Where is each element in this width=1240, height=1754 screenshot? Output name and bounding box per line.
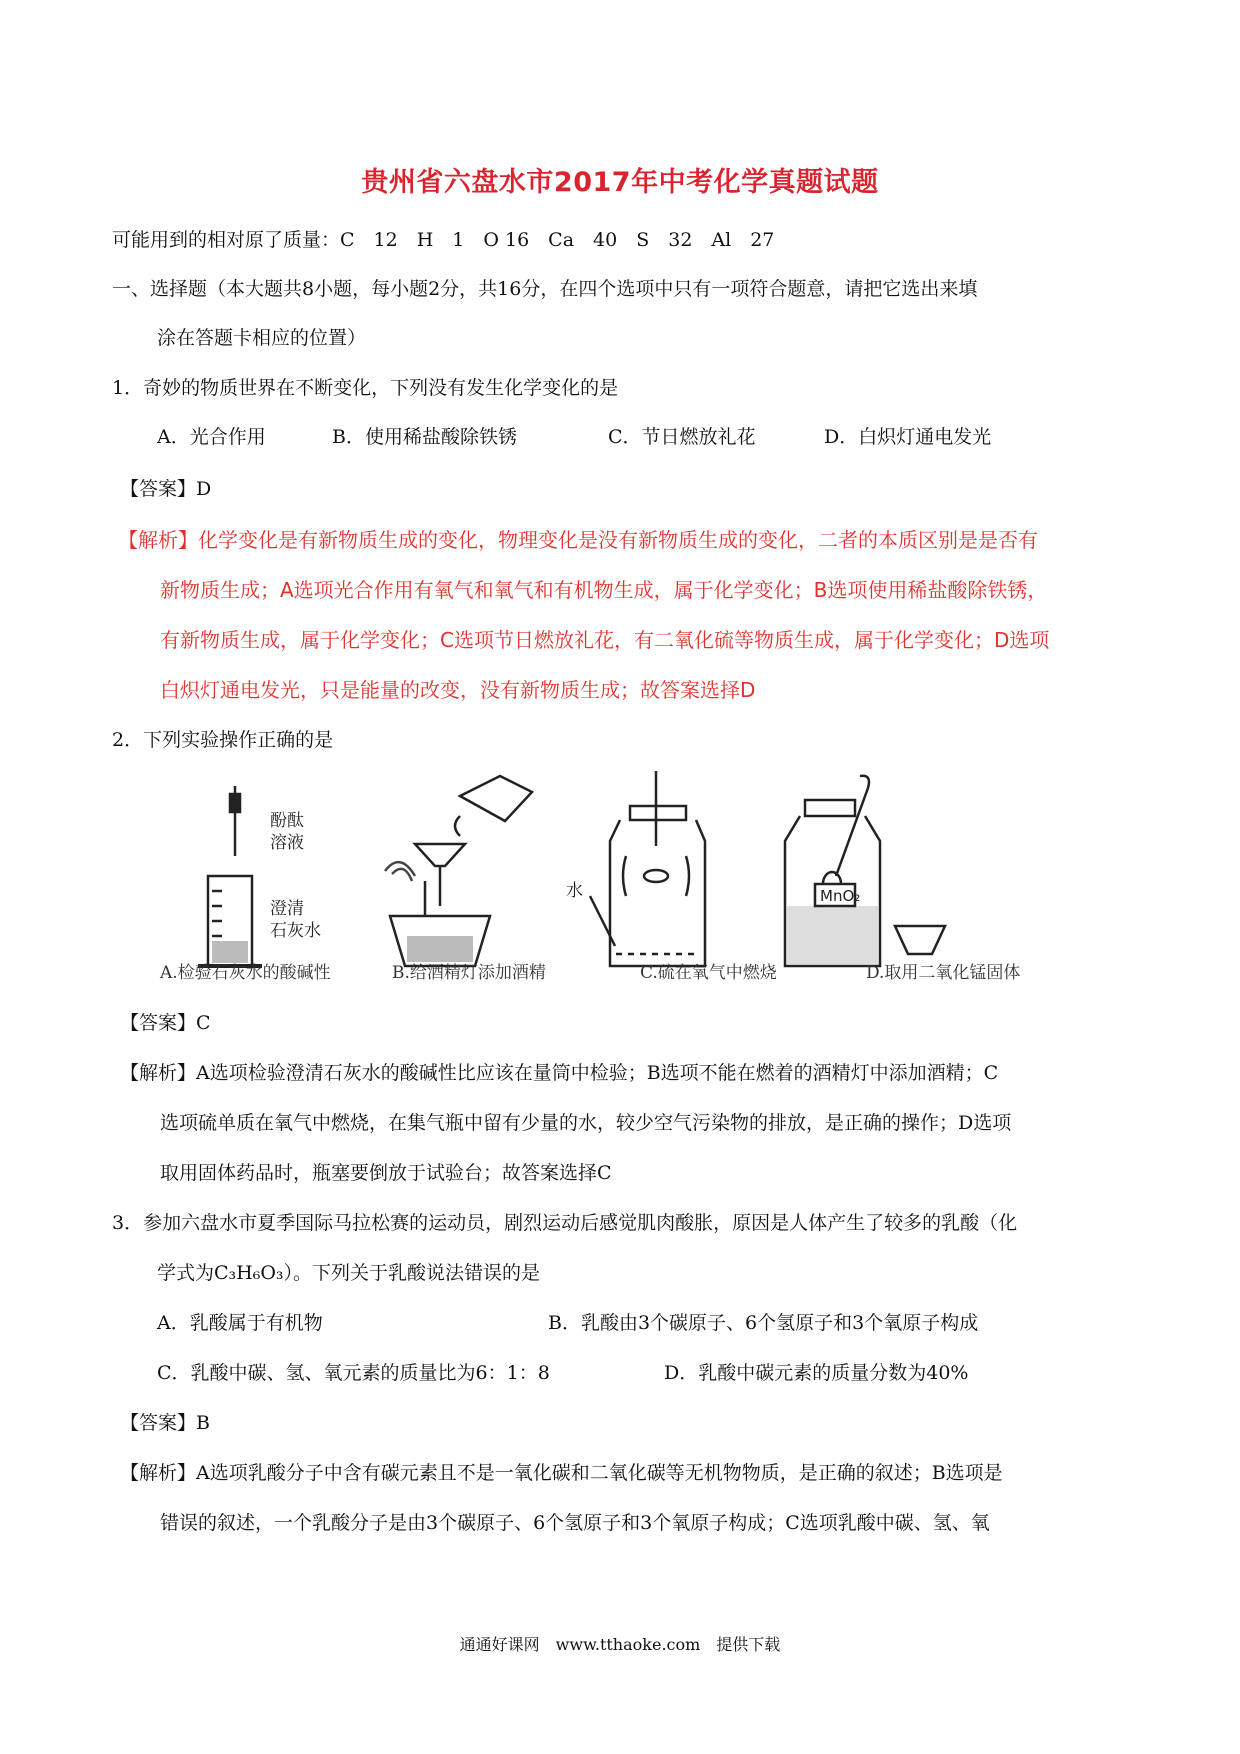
q1-analysis-line3: 有新物质生成，属于化学变化；C选项节日燃放礼花，有二氧化硫等物质生成，属于化学变化；D选项 <box>160 628 1050 652</box>
q3-stem-line1: 3．参加六盘水市夏季国际马拉松赛的运动员，剧烈运动后感觉肌肉酸胀，原因是人体产生了较多的乳酸（化 <box>112 1212 1018 1234</box>
q2-stem: 2．下列实验操作正确的是 <box>112 729 334 751</box>
q1-analysis-line2: 新物质生成；A选项光合作用有氧气和氧气和有机物生成，属于化学变化；B选项使用稀盐酸除铁锈， <box>160 578 1048 602</box>
page-footer: 通通好课网 www.tthaoke.com 提供下载 <box>459 1635 781 1654</box>
q3-analysis-line2: 错误的叙述，一个乳酸分子是由3个碳原子、6个氢原子和3个氧原子构成；C选项乳酸中碳、氢、氧 <box>160 1512 990 1534</box>
q3-analysis-line1: 【解析】A选项乳酸分子中含有碳元素且不是一氧化碳和二氧化碳等无机物物质，是正确的叙述；B选项是 <box>120 1462 1003 1484</box>
q1-analysis-line1 <box>118 527 1038 553</box>
figure-d-reagent-bottle <box>785 776 945 966</box>
figure-caption-b: B.给酒精灯添加酒精 <box>392 963 546 983</box>
q1-option-d: D．白炽灯通电发光 <box>824 426 992 448</box>
figure-a-label3: 澄清 <box>270 899 304 919</box>
q3-option-d: D．乳酸中碳元素的质量分数为40% <box>664 1362 969 1384</box>
q3-stem-line2: 学式为C₃H₆O₃）。下列关于乳酸说法错误的是 <box>157 1262 541 1284</box>
q3-answer: 【答案】B <box>120 1412 210 1434</box>
q1-analysis-label: 【解析】 <box>118 528 198 552</box>
figure-b-alcohol-lamp <box>385 776 532 966</box>
figure-d-label-mno2: MnO₂ <box>820 887 861 905</box>
q1-option-a: A．光合作用 <box>157 426 266 448</box>
q2-analysis-line1: 【解析】A选项检验澄清石灰水的酸碱性比应该在量筒中检验；B选项不能在燃着的酒精灯中添加酒精；C <box>120 1062 999 1084</box>
q1-stem: 1．奇妙的物质世界在不断变化，下列没有发生化学变化的是 <box>112 377 619 399</box>
figure-a-cylinder <box>198 786 262 966</box>
figure-a-label1: 酚酞 <box>270 811 304 831</box>
q2-answer: 【答案】C <box>120 1012 211 1034</box>
figure-c-gas-jar <box>590 771 705 966</box>
section-heading-cont: 涂在答题卡相应的位置） <box>157 327 367 349</box>
figure-caption-a: A.检验石灰水的酸碱性 <box>160 963 331 983</box>
page-title: 贵州省六盘水市2017年中考化学真题试题 <box>361 167 879 198</box>
q1-analysis-line4: 白炽灯通电发光，只是能量的改变，没有新物质生成；故答案选择D <box>160 678 756 702</box>
q2-analysis-line3: 取用固体药品时，瓶塞要倒放于试验台；故答案选择C <box>160 1162 612 1184</box>
q1-option-b: B．使用稀盐酸除铁锈 <box>332 426 517 448</box>
figure-caption-d: D.取用二氧化锰固体 <box>866 963 1021 983</box>
q3-option-c: C．乳酸中碳、氢、氧元素的质量比为6：1：8 <box>157 1362 550 1384</box>
q2-analysis-line2: 选项硫单质在氧气中燃烧，在集气瓶中留有少量的水，较少空气污染物的排放，是正确的操作；D选项 <box>160 1112 1012 1134</box>
q3-option-a: A．乳酸属于有机物 <box>157 1312 323 1334</box>
q1-answer: 【答案】D <box>120 478 212 500</box>
q3-option-b: B．乳酸由3个碳原子、6个氢原子和3个氧原子构成 <box>548 1312 979 1334</box>
figure-c-label-water: 水 <box>566 881 583 901</box>
q1-analysis-text1: 化学变化是有新物质生成的变化，物理变化是没有新物质生成的变化，二者的本质区别是是否有 <box>198 528 1038 552</box>
figure-a-label4: 石灰水 <box>270 921 321 941</box>
q1-option-c: C．节日燃放礼花 <box>608 426 756 448</box>
figure-caption-c: C.硫在氧气中燃烧 <box>640 963 777 983</box>
section-heading: 一、选择题（本大题共8小题，每小题2分，共16分，在四个选项中只有一项符合题意，请把它选出来填 <box>112 278 978 300</box>
atomic-masses-line: 可能用到的相对原了质量：C 12 H 1 O 16 Ca 40 S 32 Al 27 <box>112 229 775 251</box>
figure-a-label2: 溶液 <box>270 833 304 853</box>
